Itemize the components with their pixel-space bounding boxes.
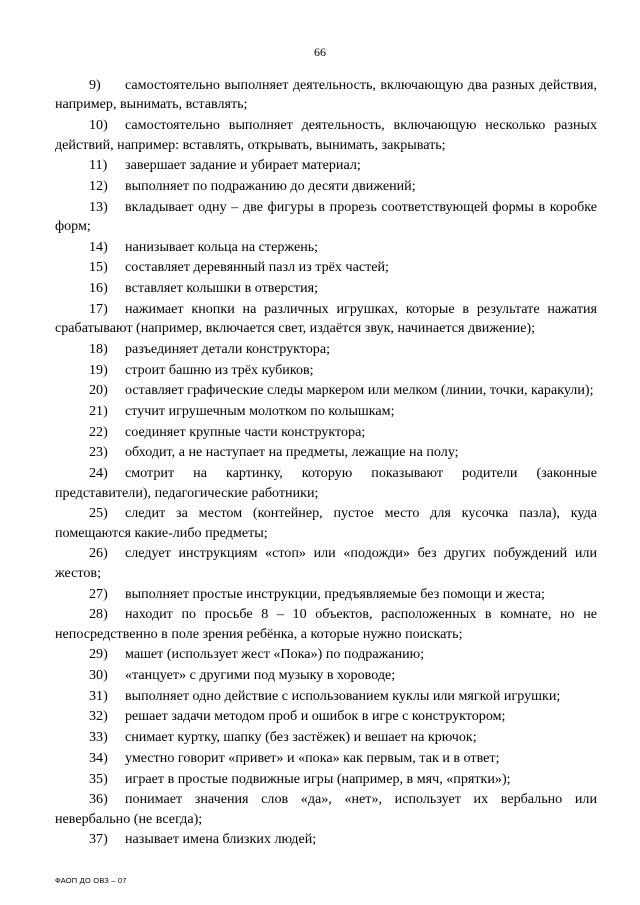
list-item-number: 25)	[89, 505, 108, 522]
list-item	[55, 464, 597, 503]
list-item	[55, 76, 597, 115]
list-item-number: 18)	[89, 340, 108, 357]
list-item-number: 10)	[89, 117, 108, 134]
list-item-number: 30)	[89, 667, 108, 684]
list-item-number: 28)	[89, 606, 108, 623]
list-item-text: следует инструкциям «стоп» или «подожди» без других побуждений или жестов;	[55, 545, 597, 581]
list-item-number: 11)	[89, 157, 108, 174]
list-item-number: 15)	[89, 259, 108, 276]
list-item-text: выполняет одно действие с использованием куклы или мягкой игрушки;	[125, 687, 561, 704]
list-item-number: 27)	[89, 585, 108, 602]
list-item-text: вкладывает одну – две фигуры в прорезь соответствующей формы в коробке форм;	[55, 198, 597, 235]
list-item	[55, 830, 597, 849]
list-item-text: находит по просьбе 8 – 10 объектов, расположенных в комнате, но не непосредственно в поле зрения ребёнка, а которые нужно поискать;	[55, 606, 597, 642]
list-item-text: нанизывает кольца на стержень;	[125, 238, 319, 255]
list-item	[55, 443, 597, 462]
list-item-number: 24)	[89, 465, 108, 482]
list-item	[55, 544, 597, 583]
list-item-number: 19)	[89, 361, 108, 378]
list-item-text: самостоятельно выполняет деятельность, включающую два разных действия, например, вынимать, вставлять;	[55, 77, 597, 113]
list-item-text: составляет деревянный пазл из трёх частей;	[125, 259, 389, 276]
list-item-text: понимает значения слов «да», «нет», использует их вербально или невербально (не всегда);	[55, 791, 597, 827]
list-item	[55, 749, 597, 768]
list-item	[55, 770, 597, 789]
list-item-text: вставляет колышки в отверстия;	[125, 280, 319, 297]
list-item	[55, 381, 597, 400]
list-item-text: «танцует» с другими под музыку в хороводе;	[125, 667, 396, 684]
list-item	[55, 585, 597, 604]
list-item-number: 16)	[89, 280, 108, 297]
list-item-text: стучит игрушечным молотком по колышкам;	[125, 403, 395, 420]
list-item-text: называет имена близких людей;	[125, 831, 317, 848]
list-item-text: обходит, а не наступает на предметы, лежащие на полу;	[125, 444, 459, 461]
list-item-text: оставляет графические следы маркером или мелком (линии, точки, каракули);	[125, 382, 594, 399]
list-item	[55, 258, 597, 277]
list-item-text: играет в простые подвижные игры (например, в мяч, «прятки»);	[125, 770, 511, 787]
list-item	[55, 504, 597, 543]
list-item	[55, 728, 597, 747]
list-item-number: 12)	[89, 177, 108, 194]
list-item	[55, 177, 597, 196]
list-item	[55, 605, 597, 644]
list-item	[55, 156, 597, 175]
list-item-number: 32)	[89, 708, 108, 725]
list-item	[55, 279, 597, 298]
list-item-number: 9)	[89, 77, 101, 93]
list-item-text: машет (использует жест «Пока») по подражанию;	[125, 646, 425, 663]
list-item-number: 26)	[89, 545, 108, 562]
list-item-text: смотрит на картинку, которую показывают родители (законные представители), педагогические работники;	[55, 465, 597, 501]
list-item-number: 13)	[89, 198, 108, 215]
document-footer: ФАОП ДО ОВЗ – 07	[55, 876, 127, 885]
list-item-number: 22)	[89, 423, 108, 440]
list-item-text: разъединяет детали конструктора;	[125, 340, 331, 357]
list-item-number: 35)	[89, 770, 108, 787]
list-item-number: 36)	[89, 791, 108, 808]
list-item-text: снимает куртку, шапку (без застёжек) и вешает на крючок;	[125, 729, 477, 746]
list-item-text: завершает задание и убирает материал;	[125, 157, 361, 174]
list-item-number: 20)	[89, 382, 108, 399]
list-item-text: выполняет по подражанию до десяти движений;	[125, 177, 416, 194]
list-item-text: решает задачи методом проб и ошибок в игре с конструктором;	[125, 708, 506, 725]
list-item	[55, 361, 597, 380]
list-item	[55, 402, 597, 421]
list-item-number: 14)	[89, 238, 108, 255]
list-item-text: выполняет простые инструкции, предъявляемые без помощи и жеста;	[125, 585, 545, 602]
list-item-text: соединяет крупные части конструктора;	[125, 423, 366, 440]
list-item-text: следит за местом (контейнер, пустое место для кусочка пазла), куда помещаются какие-либо предметы;	[55, 505, 597, 541]
list-item-number: 21)	[89, 403, 108, 420]
list-item-number: 37)	[89, 831, 108, 848]
list-item-text: строит башню из трёх кубиков;	[125, 361, 314, 378]
list-item	[55, 666, 597, 685]
list-item-number: 23)	[89, 444, 108, 461]
list-item	[55, 423, 597, 442]
list-item	[55, 687, 597, 706]
list-item-number: 34)	[89, 749, 108, 766]
list-item-text: нажимает кнопки на различных игрушках, которые в результате нажатия срабатывают (например, включается свет, издаётся звук, начинается движение);	[55, 300, 597, 337]
list-item-number: 31)	[89, 687, 108, 704]
page-number: 66	[314, 45, 326, 59]
list-item-number: 29)	[89, 646, 108, 663]
list-item	[55, 645, 597, 664]
document-body	[55, 76, 597, 851]
list-item	[55, 238, 597, 257]
list-item-text: уместно говорит «привет» и «пока» как первым, так и в ответ;	[125, 749, 500, 766]
list-item	[55, 116, 597, 155]
list-item	[55, 790, 597, 829]
list-item	[55, 300, 597, 339]
list-item-number: 33)	[89, 729, 108, 746]
list-item-number: 17)	[89, 300, 108, 317]
list-item	[55, 198, 597, 237]
list-item	[55, 707, 597, 726]
list-item-text: самостоятельно выполняет деятельность, включающую несколько разных действий, например: вставлять, открывать, вынимать, закрывать;	[55, 117, 597, 153]
list-item	[55, 340, 597, 359]
